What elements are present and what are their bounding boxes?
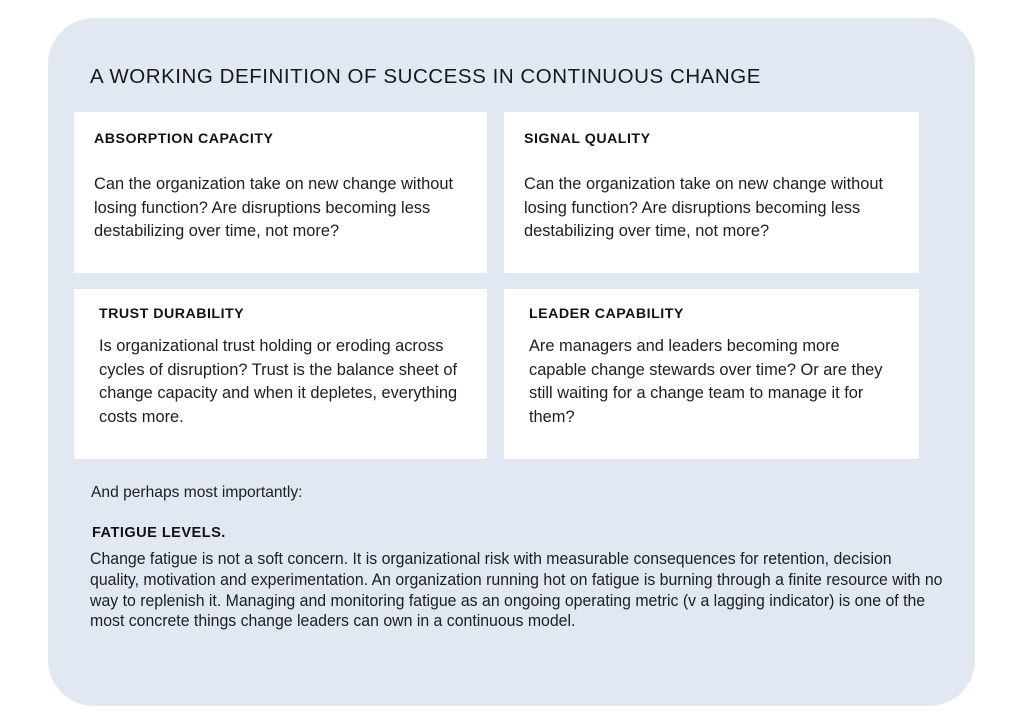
card-leader-capability: [504, 289, 919, 459]
fatigue-intro-text: And perhaps most importantly:: [91, 484, 303, 501]
card-trust-durability: [74, 289, 487, 459]
card-body: Can the organization take on new change without losing function? Are disruptions becoming less destabilizing over time, not more?: [524, 175, 884, 240]
card-title: TRUST DURABILITY: [99, 306, 245, 322]
card-row-bottom: [74, 289, 944, 459]
card-signal-quality: [504, 112, 919, 273]
card-title: SIGNAL QUALITY: [524, 131, 651, 147]
card-absorption-capacity: [74, 112, 487, 273]
criteria-card-grid: [74, 112, 944, 459]
card-body: Are managers and leaders becoming more capable change stewards over time? Or are they still waiting for a change team to manage it for them?: [529, 337, 883, 426]
card-row-top: [74, 112, 944, 273]
card-title: LEADER CAPABILITY: [529, 306, 684, 322]
page-title: A WORKING DEFINITION OF SUCCESS IN CONTINUOUS CHANGE: [90, 65, 761, 88]
fatigue-heading: FATIGUE LEVELS.: [92, 525, 226, 541]
fatigue-section: [90, 482, 945, 632]
content-panel: [48, 18, 975, 706]
fatigue-paragraph: Change fatigue is not a soft concern. It is organizational risk with measurable consequences for retention, decision quality, motivation and experimentation. An organization running hot on fatigue is burning through a finite resource with no way to replenish it. Managing and monitoring fatigue as an ongoing operating metric (v a lagging indicator) is one of the most concrete things change leaders can own in a continuous model.: [90, 549, 943, 631]
card-title: ABSORPTION CAPACITY: [94, 131, 274, 147]
card-body: Can the organization take on new change without losing function? Are disruptions becoming less destabilizing over time, not more?: [94, 175, 454, 240]
card-body: Is organizational trust holding or eroding across cycles of disruption? Trust is the balance sheet of change capacity and when it depletes, everything costs more.: [99, 337, 458, 426]
